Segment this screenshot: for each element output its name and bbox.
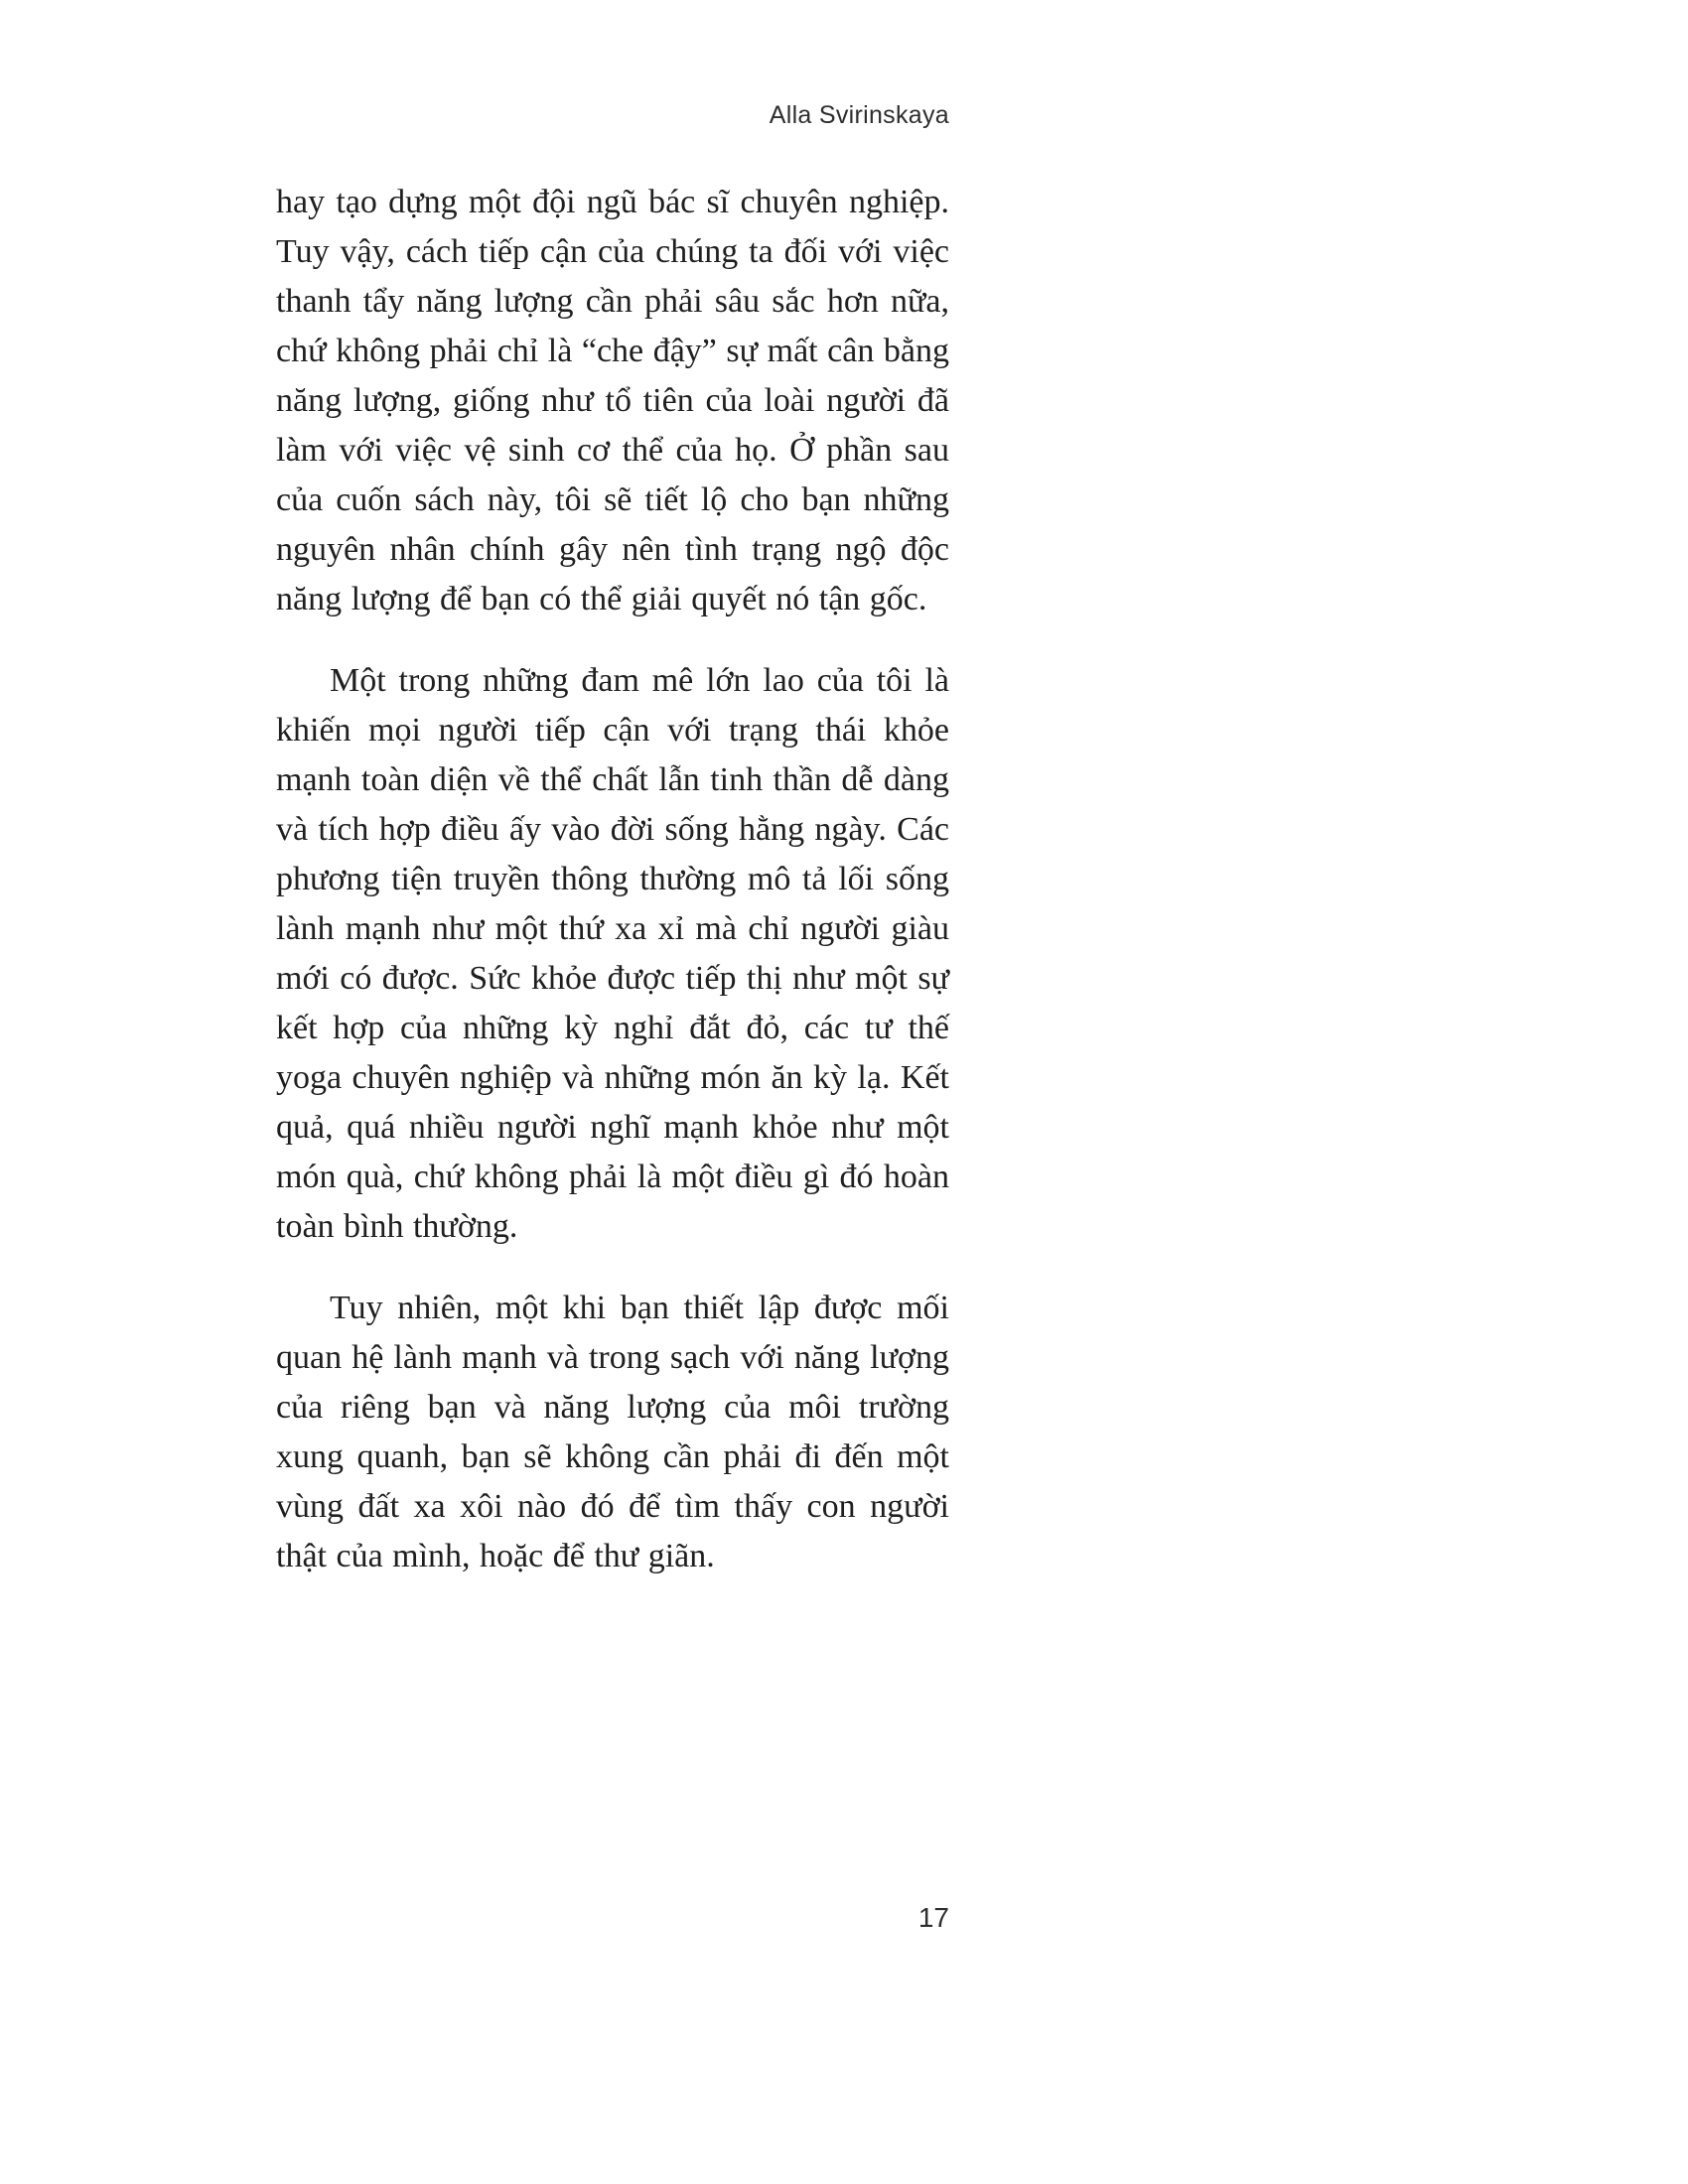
paragraph: hay tạo dựng một đội ngũ bác sĩ chuyên nghiệp. Tuy vậy, cách tiếp cận của chúng ta đối với việc thanh tẩy năng lượng cần phải sâu sắc hơn nữa, chứ không phải chỉ là “che đậy” sự mất cân bằng năng lượng, giống như tổ tiên của loài người đã làm với việc vệ sinh cơ thể của họ. Ở phần sau của cuốn sách này, tôi sẽ tiết lộ cho bạn những nguyên nhân chính gây nên tình trạng ngộ độc năng lượng để bạn có thể giải quyết nó tận gốc.	[276, 184, 949, 617]
running-header-author: Alla Svirinskaya	[769, 101, 949, 129]
paragraph: Tuy nhiên, một khi bạn thiết lập được mối quan hệ lành mạnh và trong sạch với năng lượng của riêng bạn và năng lượng của môi trường xung quanh, bạn sẽ không cần phải đi đến một vùng đất xa xôi nào đó để tìm thấy con người thật của mình, hoặc để thư giãn.	[276, 1290, 949, 1574]
page-number: 17	[917, 1902, 949, 1933]
paragraph: Một trong những đam mê lớn lao của tôi là khiến mọi người tiếp cận với trạng thái khỏe mạnh toàn diện về thể chất lẫn tinh thần dễ dàng và tích hợp điều ấy vào đời sống hằng ngày. Các phương tiện truyền thông thường mô tả lối sống lành mạnh như một thứ xa xỉ mà chỉ người giàu mới có được. Sức khỏe được tiếp thị như một sự kết hợp của những kỳ nghỉ đắt đỏ, các tư thế yoga chuyên nghiệp và những món ăn kỳ lạ. Kết quả, quá nhiều người nghĩ mạnh khỏe như một món quà, chứ không phải là một điều gì đó hoàn toàn bình thường.	[276, 662, 949, 1245]
text-column	[276, 101, 949, 1613]
